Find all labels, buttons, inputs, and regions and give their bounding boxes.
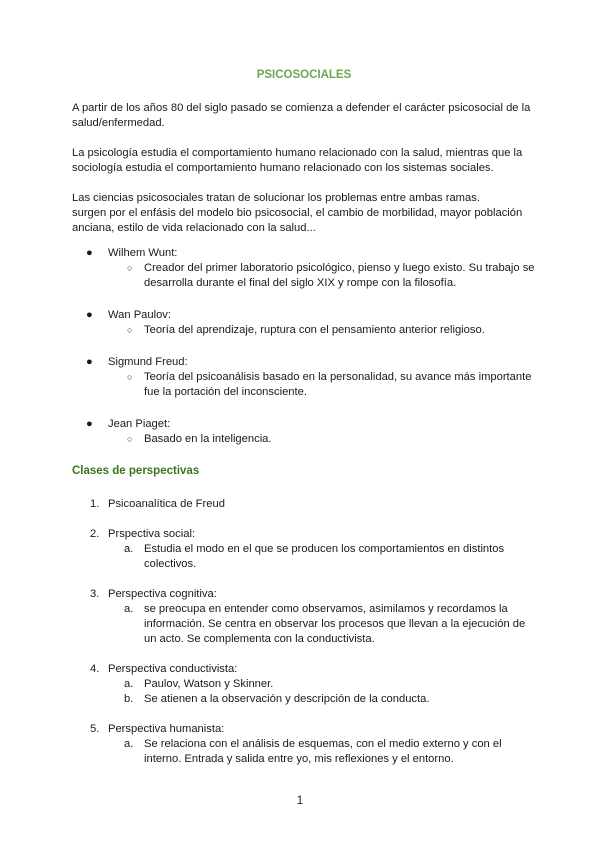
author-name: Wan Paulov: <box>108 309 172 321</box>
list-item-perspective <box>72 497 536 512</box>
paragraph-intro: A partir de los años 80 del siglo pasado se comienza a defender el carácter psicosocial de la salud/enfermedad. <box>72 102 531 129</box>
sub-letter: a. <box>124 603 134 615</box>
perspective-subitem-text: se preocupa en entender como observamos, asimilamos y recordamos la información. Se centra en observar los procesos que llevan a la ejecución de un acto. Se complementa con la conductivista. <box>144 603 526 645</box>
author-detail-item <box>72 261 536 291</box>
perspective-label: Prspectiva social: <box>108 528 196 540</box>
paragraph-psychology: La psicología estudia el comportamiento humano relacionado con la salud, mientras que la sociología estudia el comportamiento humano relacionado con los sistemas sociales. <box>72 147 523 174</box>
list-item-perspective <box>72 662 536 707</box>
perspective-subitem <box>72 602 536 647</box>
list-number: 1. <box>90 498 100 510</box>
perspective-subitem-text: Se atienen a la observación y descripción de la conducta. <box>144 693 430 705</box>
perspective-subitem-text: Se relaciona con el análisis de esquemas, con el medio externo y con el interno. Entrada y salida entre yo, mis reflexiones y el entorno. <box>144 738 502 765</box>
author-detail-item <box>72 323 536 338</box>
list-item-perspective <box>72 587 536 647</box>
list-number: 4. <box>90 663 100 675</box>
list-number: 2. <box>90 528 100 540</box>
perspective-subitem <box>72 542 536 572</box>
perspectives-list <box>72 497 536 767</box>
perspective-subitem <box>72 692 536 707</box>
hollow-bullet-icon: ○ <box>127 263 133 273</box>
bullet-icon: ● <box>86 418 93 430</box>
author-detail: Basado en la inteligencia. <box>144 433 272 445</box>
bullet-icon: ● <box>86 356 93 368</box>
perspective-subitem-text: Estudia el modo en el que se producen los comportamientos en distintos colectivos. <box>144 543 505 570</box>
paragraph-sciences: Las ciencias psicosociales tratan de solucionar los problemas entre ambas ramas. <box>72 192 480 204</box>
perspective-label: Psicoanalítica de Freud <box>108 498 225 510</box>
list-item-author <box>72 355 536 400</box>
perspective-label: Perspectiva cognitiva: <box>108 588 217 600</box>
author-name: Sigmund Freud: <box>108 356 188 368</box>
hollow-bullet-icon: ○ <box>127 434 133 444</box>
document-page <box>72 68 536 782</box>
sub-letter: a. <box>124 738 134 750</box>
hollow-bullet-icon: ○ <box>127 372 133 382</box>
page-number: 1 <box>296 795 304 807</box>
paragraph-origin: surgen por el enfásis del modelo bio psicosocial, el cambio de morbilidad, mayor población anciana, estilo de vida relacionado con la salud... <box>72 207 523 234</box>
hollow-bullet-icon: ○ <box>127 325 133 335</box>
author-name: Jean Piaget: <box>108 418 171 430</box>
list-number: 5. <box>90 723 100 735</box>
author-detail-item <box>72 432 536 447</box>
perspective-subitem <box>72 737 536 767</box>
bullet-icon: ● <box>86 247 93 259</box>
list-item-perspective <box>72 527 536 572</box>
list-item-perspective <box>72 722 536 767</box>
perspective-subitem <box>72 677 536 692</box>
authors-list <box>72 246 536 447</box>
document-title: PSICOSOCIALES <box>256 69 352 81</box>
bullet-icon: ● <box>86 309 93 321</box>
sub-letter: b. <box>124 693 134 705</box>
author-detail: Teoría del psicoanálisis basado en la personalidad, su avance más importante fue la portación del inconsciente. <box>144 371 532 398</box>
author-detail: Teoría del aprendizaje, ruptura con el pensamiento anterior religioso. <box>144 324 485 336</box>
author-detail-item <box>72 370 536 400</box>
perspective-label: Perspectiva conductivista: <box>108 663 238 675</box>
perspective-label: Perspectiva humanista: <box>108 723 225 735</box>
section-heading-perspectives: Clases de perspectivas <box>72 465 200 477</box>
author-detail: Creador del primer laboratorio psicológico, pienso y luego existo. Su trabajo se desarrolla durante el final del siglo XIX y rompe con la filosofía. <box>144 262 535 289</box>
sub-letter: a. <box>124 543 134 555</box>
list-item-author <box>72 417 536 447</box>
perspective-subitem-text: Paulov, Watson y Skinner. <box>144 678 274 690</box>
list-item-author <box>72 246 536 291</box>
author-name: Wilhem Wunt: <box>108 247 178 259</box>
list-item-author <box>72 308 536 338</box>
list-number: 3. <box>90 588 100 600</box>
sub-letter: a. <box>124 678 134 690</box>
